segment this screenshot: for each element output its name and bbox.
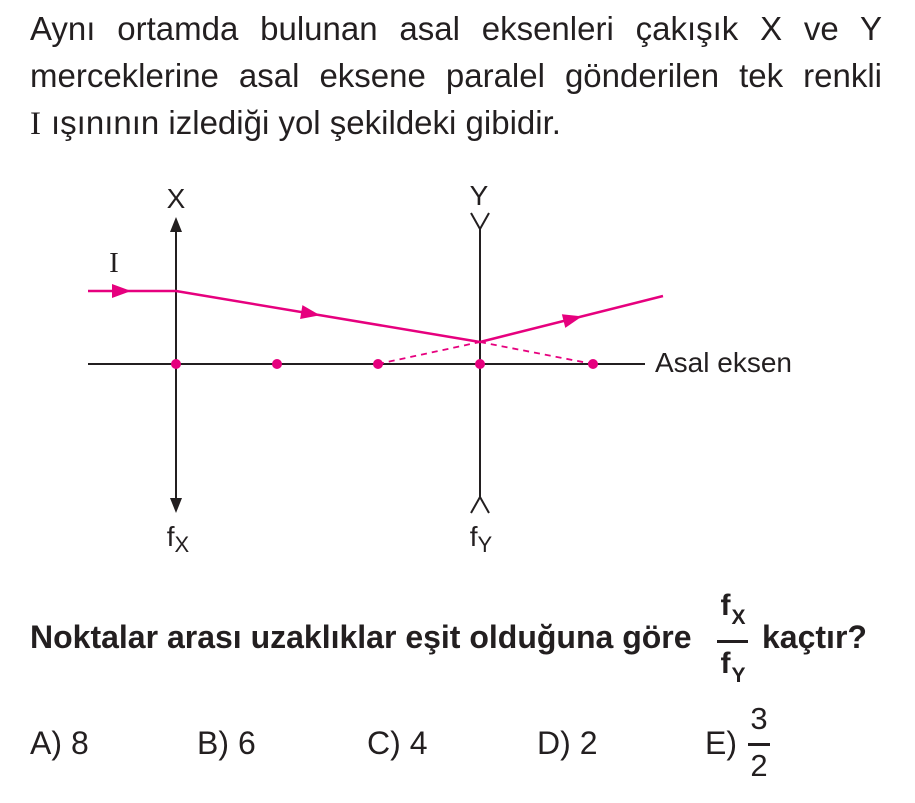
- option-a: [30, 723, 89, 763]
- question-prompt-end: kaçtır?: [762, 619, 867, 655]
- ray-virtual-extension-back: [378, 342, 480, 364]
- option-value: 2: [579, 725, 598, 761]
- ray-virtual-extension-forward: [480, 342, 593, 364]
- lens-y-focal-symbol: f: [469, 521, 478, 552]
- lens-y-focal-label: [470, 521, 493, 557]
- axis-point: [373, 359, 383, 369]
- fraction-denominator: [714, 644, 752, 687]
- ray-symbol: I: [30, 106, 41, 142]
- option-e-fraction: [745, 700, 773, 786]
- lens-x-label: X: [166, 183, 186, 214]
- lens-y-focal-subscript: Y: [477, 532, 493, 557]
- lens-x-top-arrow-icon: [170, 217, 182, 232]
- question-line-2: merceklerine asal eksene paralel gönderilen tek renkli: [30, 57, 882, 94]
- option-e: [705, 723, 737, 763]
- question-line-1: Aynı ortamda bulunan asal eksenleri çakışık X ve Y: [30, 10, 882, 47]
- axis-point: [171, 359, 181, 369]
- axis-point: [272, 359, 282, 369]
- option-value: 8: [71, 725, 89, 761]
- focal-ratio-fraction: [714, 586, 752, 690]
- option-letter: A): [30, 725, 62, 761]
- option-value: 6: [238, 725, 256, 761]
- axis-point: [588, 359, 598, 369]
- option-e-numerator: 3: [750, 701, 768, 736]
- question-line-3-text: ışınının izlediği yol şekildeki gibidir.: [51, 104, 561, 141]
- fraction-numerator: [714, 586, 752, 629]
- option-e-fraction-bar: [748, 743, 770, 746]
- option-letter: C): [367, 725, 401, 761]
- ray-arrow-incoming-icon: [112, 284, 131, 298]
- option-b: [197, 723, 256, 763]
- option-letter: E): [705, 725, 737, 761]
- option-value: 4: [409, 725, 428, 761]
- lens-x-focal-subscript: X: [174, 532, 190, 557]
- lens-y-bottom-v-icon: [471, 497, 489, 513]
- option-letter: B): [197, 725, 229, 761]
- principal-axis-label: Asal eksen: [655, 347, 792, 378]
- lens-x-bottom-arrow-icon: [170, 498, 182, 513]
- ray-label: I: [109, 247, 119, 279]
- lens-ray-diagram: [0, 170, 915, 560]
- axis-point: [475, 359, 485, 369]
- option-c: [367, 723, 428, 763]
- lens-y-label: Y: [469, 180, 489, 211]
- numerator-symbol: f: [720, 589, 731, 622]
- ray-arrow-outgoing-icon: [562, 310, 584, 328]
- fraction-bar: [717, 640, 748, 643]
- lens-x-focal-symbol: f: [166, 521, 175, 552]
- denominator-symbol: f: [720, 647, 731, 680]
- option-d: [537, 723, 598, 763]
- numerator-subscript: X: [731, 606, 746, 629]
- lens-x-focal-label: [167, 521, 190, 557]
- denominator-subscript: Y: [731, 664, 746, 687]
- question-prompt: Noktalar arası uzaklıklar eşit olduğuna göre: [30, 619, 692, 655]
- lens-y-top-v-icon: [471, 213, 489, 229]
- question-text: [30, 5, 882, 146]
- question-line-3: [30, 99, 882, 146]
- option-e-denominator: 2: [750, 748, 768, 783]
- option-letter: D): [537, 725, 571, 761]
